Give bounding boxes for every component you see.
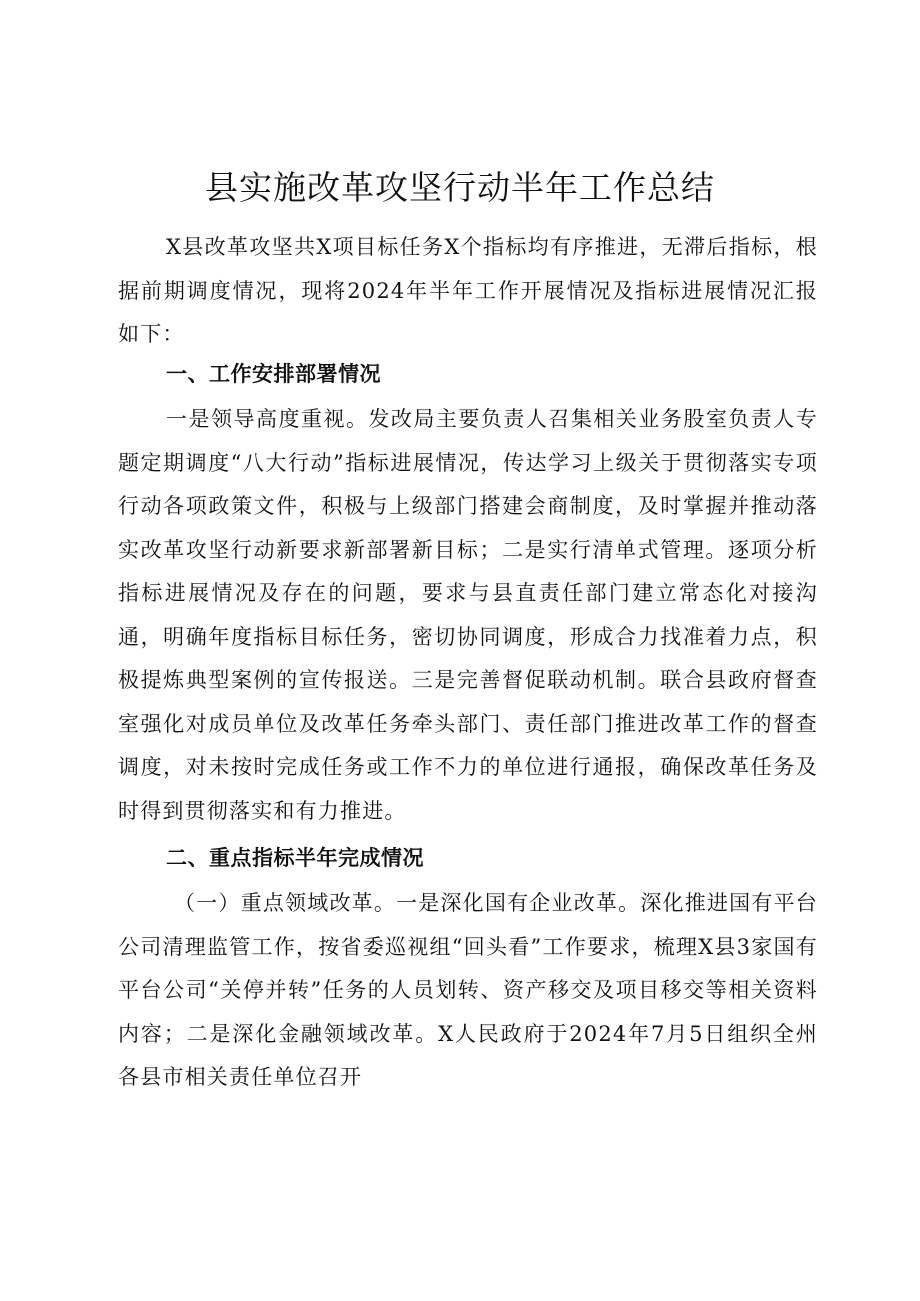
section-heading-1: 一、工作安排部署情况 (166, 362, 381, 386)
section-2-paragraph: （一）重点领域改革。一是深化国有企业改革。深化推进国有平台公司清理监管工作，按省委巡视组“回头看”工作要求，梳理X县3家国有平台公司“关停并转”任务的人员划转、资产移交及项目移交等相关资料内容；二是深化金融领域改革。X人民政府于2024年7月5日组织全州各县市相关责任单位召开 (118, 891, 818, 1089)
intro-paragraph: X县改革攻坚共X项目标任务X个指标均有序推进，无滞后指标，根据前期调度情况，现将2024年半年工作开展情况及指标进展情况汇报如下： (118, 235, 818, 346)
section-1-paragraph: 一是领导高度重视。发改局主要负责人召集相关业务股室负责人专题定期调度“八大行动”指标进展情况，传达学习上级关于贯彻落实专项行动各项政策文件，积极与上级部门搭建会商制度，及时掌握并推动落实改革攻坚行动新要求新部署新目标；二是实行清单式管理。逐项分析指标进展情况及存在的问题，要求与县直责任部门建立常态化对接沟通，明确年度指标目标任务，密切协同调度，形成合力找准着力点，积极提炼典型案例的宣传报送。三是完善督促联动机制。联合县政府督查室强化对成员单位及改革任务牵头部门、责任部门推进改革工作的督查调度，对未按时完成任务或工作不力的单位进行通报，确保改革任务及时得到贯彻落实和有力推进。 (118, 407, 818, 823)
section-heading-2: 二、重点指标半年完成情况 (166, 846, 424, 870)
document-title: 县实施改革攻坚行动半年工作总结 (205, 168, 715, 207)
